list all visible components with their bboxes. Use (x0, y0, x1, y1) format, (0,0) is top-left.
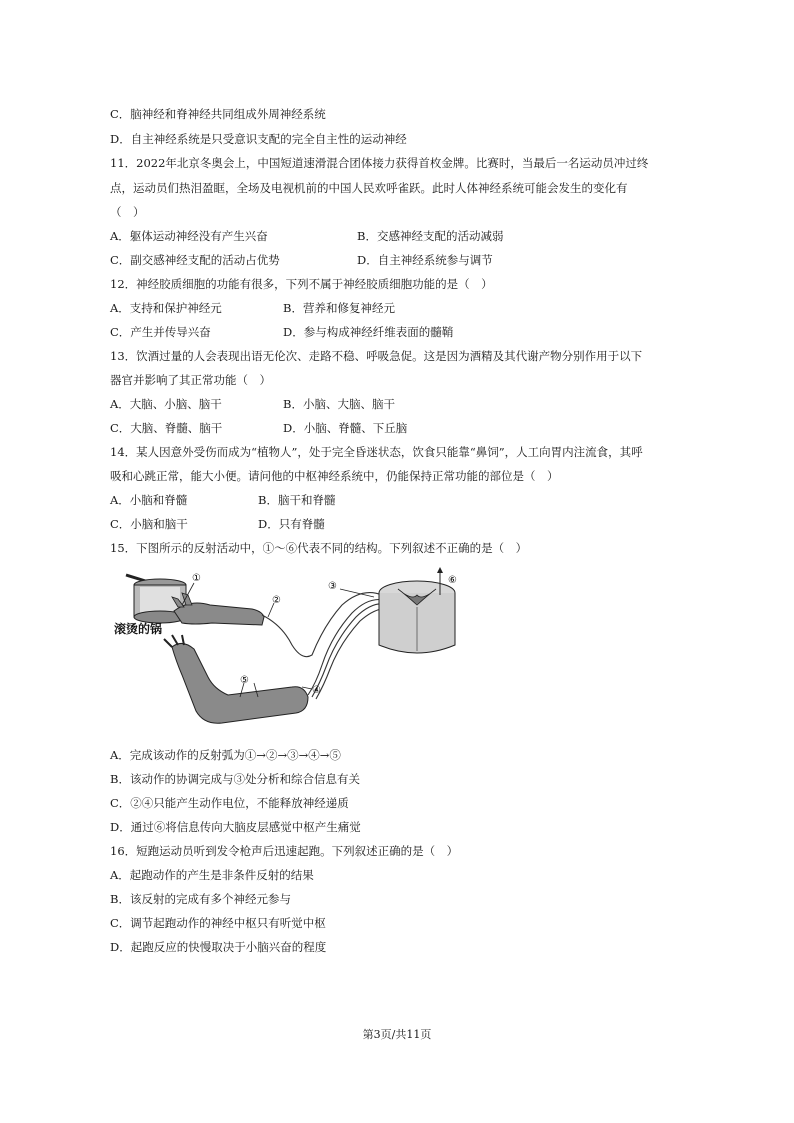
q11-option-b: B．交感神经支配的活动减弱 (357, 229, 504, 243)
q11-option-c: C．副交感神经支配的活动占优势 (110, 253, 280, 267)
q15-option-b: B．该动作的协调完成与③处分析和综合信息有关 (110, 772, 360, 786)
q11-stem-line1: 11．2022年北京冬奥会上，中国短道速滑混合团体接力获得首枚金牌。比赛时，当最后一名运动员冲过终 (110, 156, 649, 170)
option-d-prev: D．自主神经系统是只受意识支配的完全自主性的运动神经 (110, 132, 407, 146)
q11-stem-line2: 点，运动员们热泪盈眶，全场及电视机前的中国人民欢呼雀跃。此时人体神经系统可能会发生的变化有 (110, 181, 628, 195)
marker-5: ⑤ (240, 675, 249, 686)
marker-1: ① (192, 573, 201, 584)
pot-label: 滚烫的锅 (114, 622, 163, 636)
spinal-cord-icon (379, 567, 455, 653)
q12-option-b: B．营养和修复神经元 (283, 301, 395, 315)
q14-option-c: C．小脑和脑干 (110, 517, 188, 531)
marker-4: ④ (312, 685, 321, 696)
q13-stem-line1: 13．饮酒过量的人会表现出语无伦次、走路不稳、呼吸急促。这是因为酒精及其代谢产物分别作用于以下 (110, 349, 643, 363)
q12-option-c: C．产生并传导兴奋 (110, 325, 211, 339)
q14-stem-line1: 14．某人因意外受伤而成为“植物人”，处于完全昏迷状态，饮食只能靠“鼻饲”，人工向胃内注流食，其呼 (110, 445, 643, 459)
q13-option-b: B．小脑、大脑、脑干 (283, 397, 395, 411)
q16-option-b: B．该反射的完成有多个神经元参与 (110, 892, 291, 906)
q13-option-c: C．大脑、脊髓、脑干 (110, 421, 223, 435)
q11-option-d: D．自主神经系统参与调节 (357, 253, 493, 267)
q12-stem: 12．神经胶质细胞的功能有很多，下列不属于神经胶质细胞功能的是（ ） (110, 277, 493, 291)
q15-option-a: A．完成该动作的反射弧为①→②→③→④→⑤ (110, 748, 341, 762)
q15-option-d: D．通过⑥将信息传向大脑皮层感觉中枢产生痛觉 (110, 820, 361, 834)
q14-option-b: B．脑干和脊髓 (258, 493, 336, 507)
q12-option-d: D．参与构成神经纤维表面的髓鞘 (283, 325, 454, 339)
q11-option-a: A．躯体运动神经没有产生兴奋 (110, 229, 268, 243)
q15-option-c: C．②④只能产生动作电位，不能释放神经递质 (110, 796, 349, 810)
q14-stem-line2: 吸和心跳正常，能大小便。请问他的中枢神经系统中，仍能保持正常功能的部位是（ ） (110, 469, 559, 483)
q13-option-d: D．小脑、脊髓、下丘脑 (283, 421, 408, 435)
reflex-arc-illustration (112, 565, 472, 733)
q12-option-a: A．支持和保护神经元 (110, 301, 222, 315)
reflex-arc-figure (112, 565, 472, 733)
q16-option-d: D．起跑反应的快慢取决于小脑兴奋的程度 (110, 940, 327, 954)
marker-6: ⑥ (448, 575, 457, 586)
option-c-prev: C．脑神经和脊神经共同组成外周神经系统 (110, 107, 326, 121)
marker-3: ③ (328, 581, 337, 592)
marker-2: ② (272, 595, 281, 606)
q14-option-d: D．只有脊髓 (258, 517, 325, 531)
q15-stem: 15．下图所示的反射活动中，①～⑥代表不同的结构。下列叙述不正确的是（ ） (110, 541, 528, 555)
q13-option-a: A．大脑、小脑、脑干 (110, 397, 222, 411)
nerve-fibers (262, 593, 394, 699)
q11-stem-line3: （ ） (110, 205, 145, 219)
q14-option-a: A．小脑和脊髓 (110, 493, 188, 507)
q13-stem-line2: 器官并影响了其正常功能（ ） (110, 373, 271, 387)
page-number: 第3页/共11页 (362, 1028, 432, 1041)
q16-stem: 16．短跑运动员听到发令枪声后迅速起跑。下列叙述正确的是（ ） (110, 844, 459, 858)
lower-arm-icon (164, 635, 308, 723)
q16-option-a: A．起跑动作的产生是非条件反射的结果 (110, 868, 314, 882)
q16-option-c: C．调节起跑动作的神经中枢只有听觉中枢 (110, 916, 326, 930)
